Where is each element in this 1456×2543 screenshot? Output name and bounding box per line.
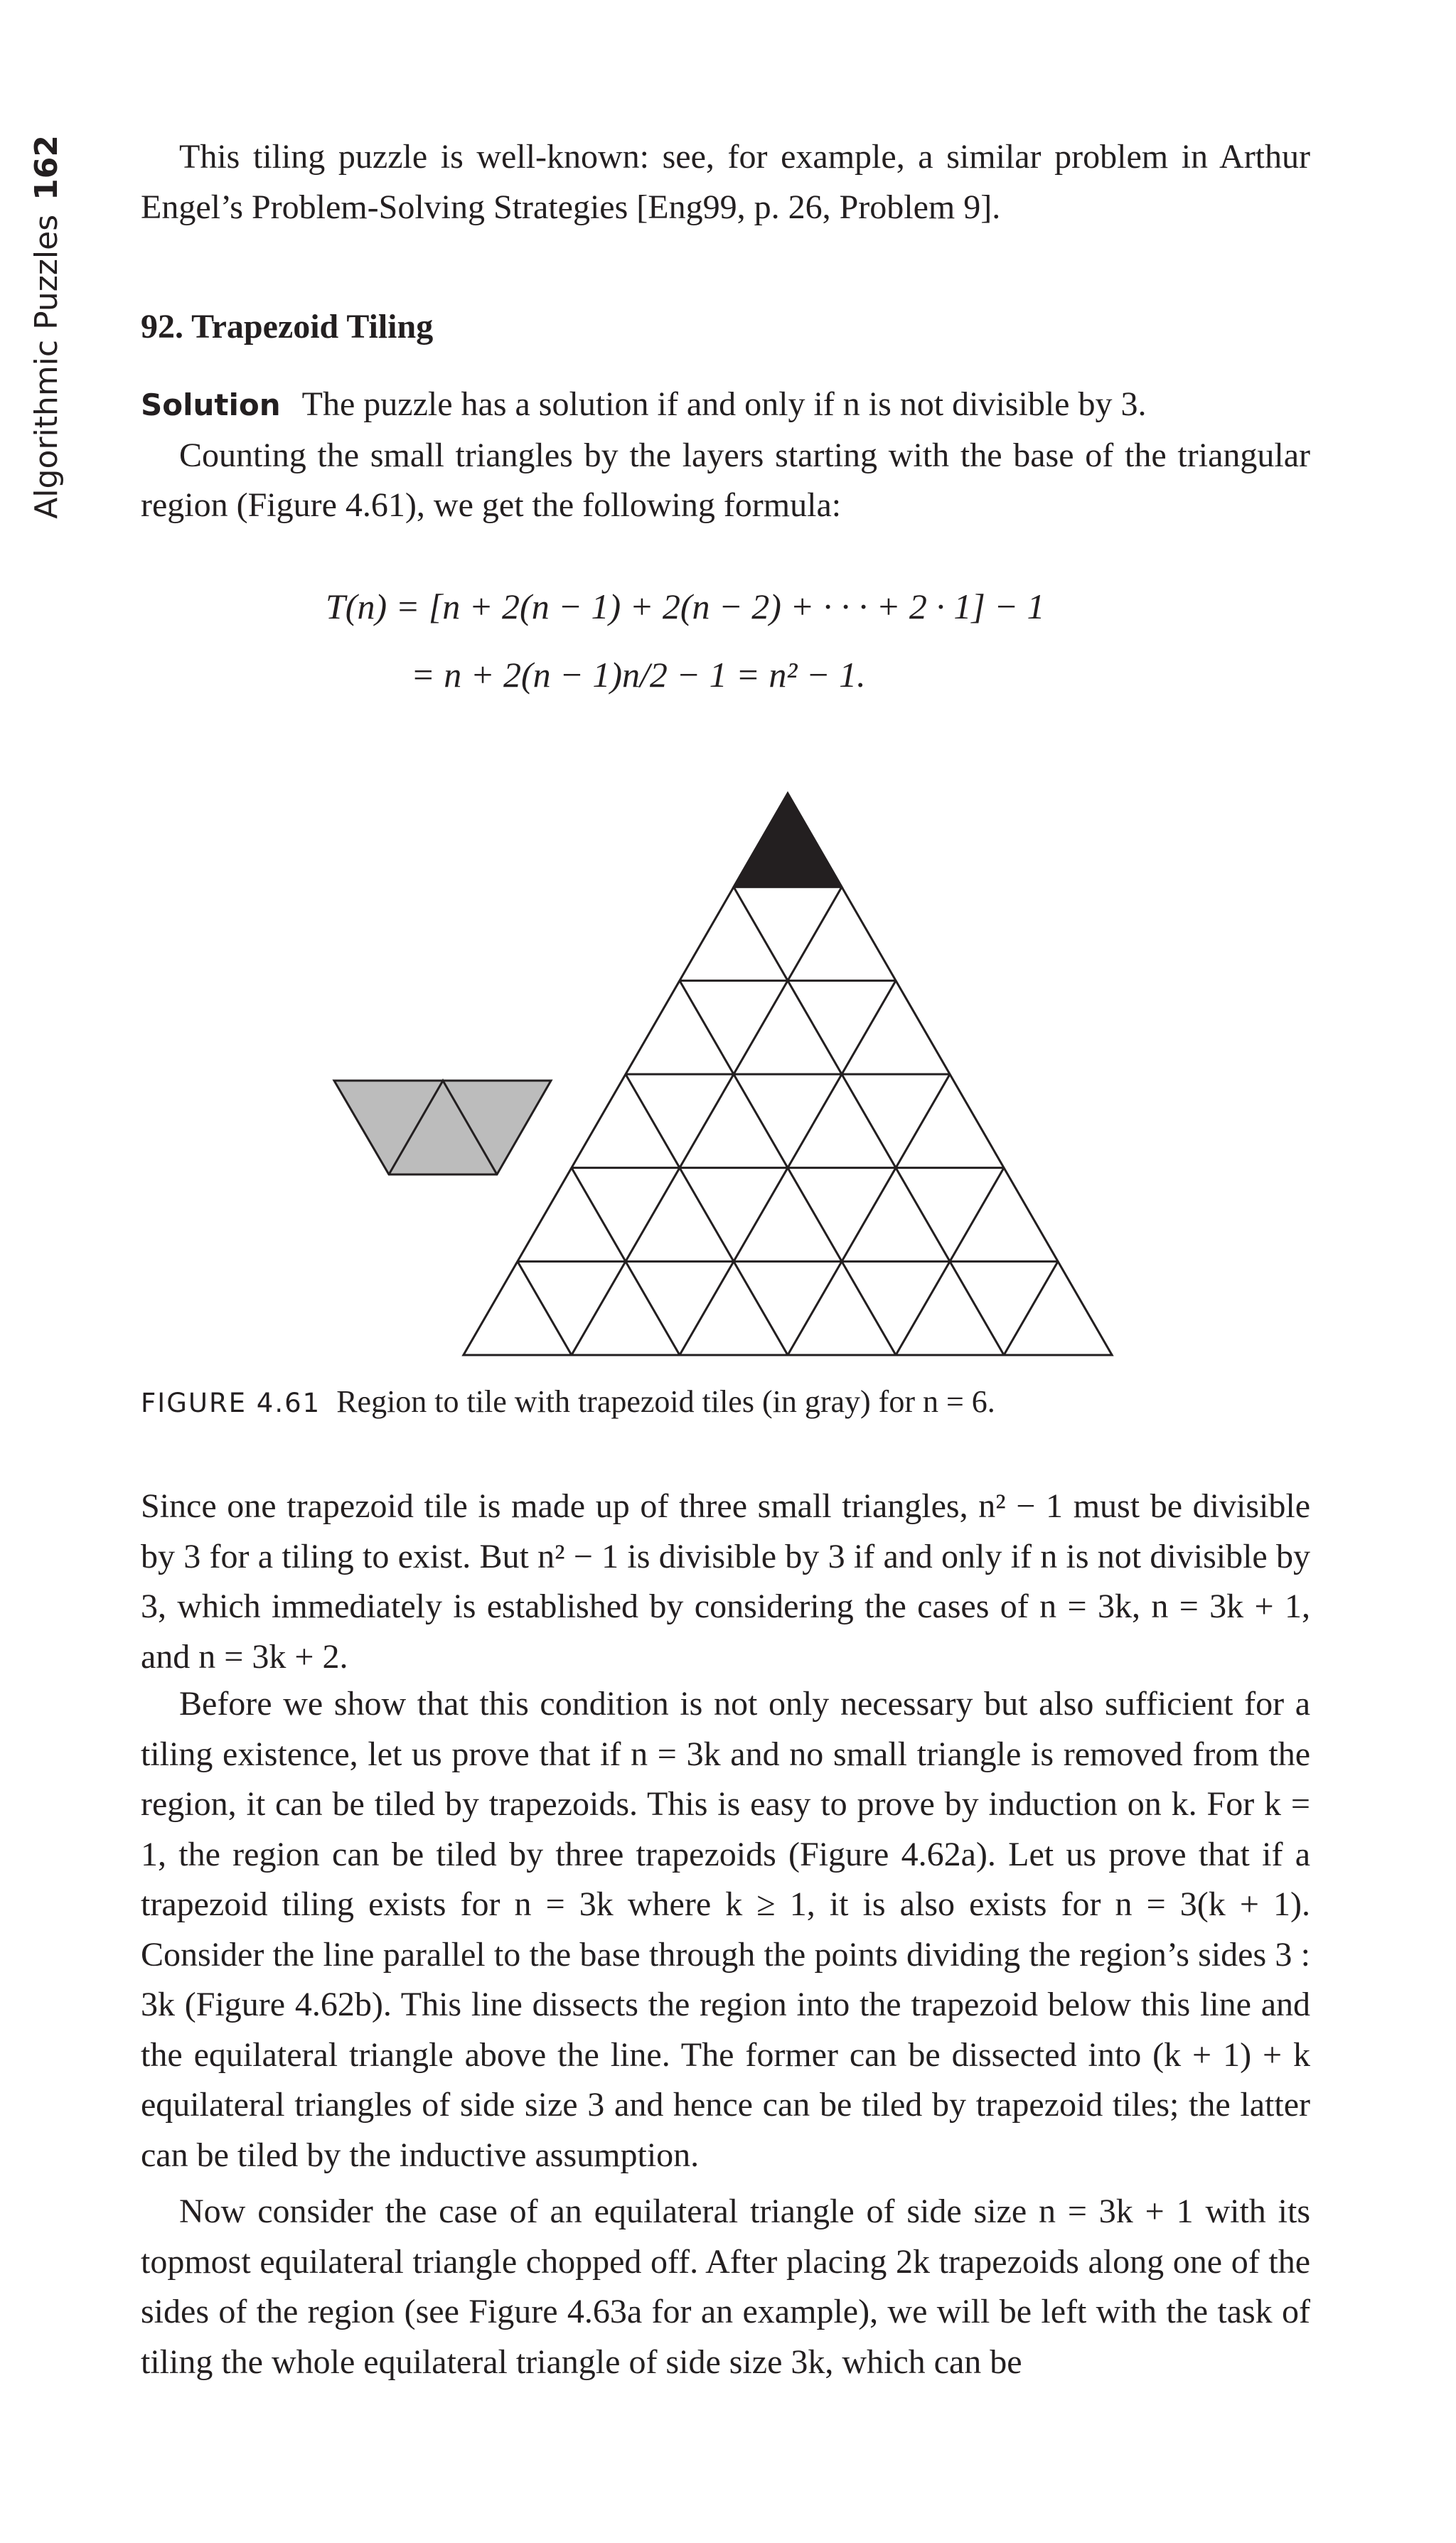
running-head [28,135,68,533]
grid-diagonal-line [518,1261,572,1355]
grid-diagonal-line [788,1074,950,1355]
body-paragraph-1 [141,1482,1310,1682]
figure-4-61 [0,768,1456,1376]
body-paragraph-2 [141,1679,1310,2180]
body-paragraph-3 [141,2187,1310,2387]
body-text-3: Now consider the case of an equilateral triangle of side size n = 3k + 1 with its topmost equilateral triangle chopped off. After placing 2k trapezoids along one of the sides of the region (see Figure 4.63a for an example), we will be left with the task of tiling the whole equilateral triangle of side size 3k, which can be [141,2193,1310,2381]
figure-caption-text: Region to tile with trapezoid tiles (in gray) for n = 6. [336,1384,995,1419]
equation-line-1: T(n) = [n + 2(n − 1) + 2(n − 2) + · · · + 2 · 1] − 1 [326,587,1045,626]
intro-text: This tiling puzzle is well-known: see, for example, a similar problem in Arthur Engel’s Problem-Solving Strategies [Eng99, p. 26, Problem 9]. [141,138,1310,226]
solution-statement: The puzzle has a solution if and only if n is not divisible by 3. [301,385,1147,423]
solution-label: Solution [141,387,281,422]
grid-diagonal-line [1004,1261,1058,1355]
triangular-region [464,793,1112,1355]
figure-drawing [0,768,1456,1372]
running-head-title: Algorithmic Puzzles [28,214,65,519]
solution-first-line [141,380,1310,431]
solution-block [141,380,1310,531]
body-text-2: Before we show that this condition is not only necessary but also sufficient for a tiling existence, let us prove that if n = 3k and no small triangle is removed from the region, it can be tiled by trapezoids. This is easy to prove by induction on k. For k = 1, the region can be tiled by three trapezoids (Figure 4.62a). Let us prove that if a trapezoid tiling exists for n = 3k where k ≥ 1, it is also exists for n = 3(k + 1). Consider the line parallel to the base through the points dividing the region’s sides 3 : 3k (Figure 4.62b). This line dissects the region into the trapezoid below this line and the equilateral triangle above the line. The former can be dissected into (k + 1) + k equilateral triangles of side size 3 and hence can be tiled by trapezoid tiles; the latter can be tiled by the inductive assumption. [141,1685,1310,2174]
page-number: 162 [28,135,65,200]
intro-paragraph [141,132,1310,232]
removed-triangle [734,793,842,887]
trapezoid-tile-shape [334,1081,551,1174]
figure-caption [141,1383,995,1420]
grid-diagonal-line [626,1074,788,1355]
trapezoid-tile [334,1081,551,1174]
equation-line-2: = n + 2(n − 1)n/2 − 1 = n² − 1. [411,655,866,695]
grid-diagonal-line [734,887,1004,1355]
body-text-1: Since one trapezoid tile is made up of three small triangles, n² − 1 must be divisible by 3 for a tiling to exist. But n² − 1 is divisible by 3 if and only if n is not divisible by 3, which immediately is established by considering the cases of n = 3k, n = 3k + 1, and n = 3k + 2. [141,1487,1310,1676]
grid-diagonal-line [572,887,842,1355]
section-heading: 92. Trapezoid Tiling [141,308,434,346]
figure-label: FIGURE 4.61 [141,1388,321,1418]
solution-counting-paragraph: Counting the small triangles by the layers starting with the base of the triangular region (Figure 4.61), we get the following formula: [141,436,1310,524]
